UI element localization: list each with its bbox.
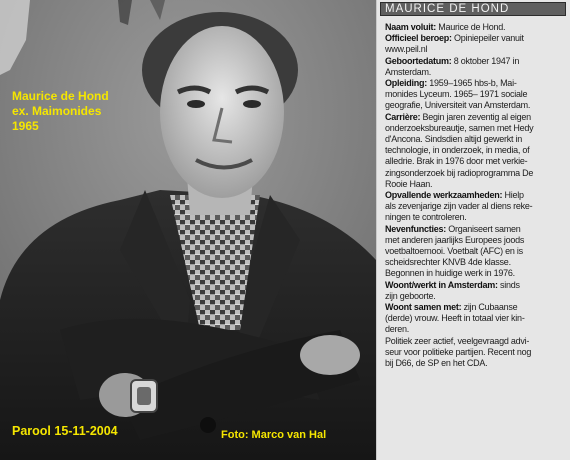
field-text: 1959–1965 hbs-b, Mai- bbox=[427, 78, 517, 89]
field-text: d'Ancona. Sindsdien altijd gewerkt in bbox=[385, 134, 523, 145]
field-text: geografie, Universiteit van Amsterdam. bbox=[385, 100, 531, 111]
article-line bbox=[385, 201, 568, 212]
newspaper-source: Parool 15-11-2004 bbox=[12, 424, 118, 438]
article-line bbox=[385, 358, 568, 369]
field-label: Woont/werkt in Amsterdam: bbox=[385, 279, 498, 290]
field-text: Amsterdam. bbox=[385, 66, 432, 77]
article-line bbox=[385, 100, 568, 111]
field-text: Maurice de Hond. bbox=[436, 22, 506, 32]
article-line bbox=[385, 268, 568, 279]
field-text: alledrie. Brak in 1976 door met verkie- bbox=[385, 156, 528, 167]
field-label: Naam voluit: bbox=[385, 22, 437, 32]
article-line bbox=[385, 168, 568, 179]
article-line bbox=[385, 112, 568, 123]
field-text: als zevenjarige zijn vader al diens reke- bbox=[385, 201, 533, 212]
field-text: Begonnen in huidige werk in 1976. bbox=[385, 268, 515, 279]
article-line bbox=[385, 56, 568, 67]
field-text: voetbaltoernooi. Voetbalt (AFC) en is bbox=[385, 246, 523, 257]
article-line bbox=[385, 44, 568, 55]
article-line bbox=[385, 302, 568, 313]
article-body bbox=[385, 22, 568, 369]
field-label: Nevenfuncties: bbox=[385, 223, 447, 234]
article-line bbox=[385, 324, 568, 335]
profile-article bbox=[376, 0, 570, 460]
caption-line: ex. Maimonides bbox=[12, 104, 102, 118]
field-text: ningen te controleren. bbox=[385, 212, 467, 223]
field-label: Geboortedatum: bbox=[385, 55, 452, 66]
article-line bbox=[385, 212, 568, 223]
field-text: zijn geboorte. bbox=[385, 290, 436, 301]
article-line bbox=[385, 156, 568, 167]
field-label: Carrière: bbox=[385, 111, 421, 122]
field-text: Opiniepeiler vanuit bbox=[451, 33, 524, 44]
article-line bbox=[385, 22, 568, 33]
field-text: Organiseert samen bbox=[446, 223, 521, 234]
field-text: deren. bbox=[385, 324, 410, 335]
field-text: (derde) vrouw. Heeft in totaal vier kin- bbox=[385, 313, 525, 324]
article-line bbox=[385, 235, 568, 246]
article-line bbox=[385, 145, 568, 156]
field-text: Begin jaren zeventig al eigen bbox=[420, 111, 531, 122]
field-text: scheidsrechter KNVB 4de klasse. bbox=[385, 257, 511, 268]
article-line bbox=[385, 291, 568, 302]
field-text: monides Lyceum. 1965– 1971 sociale bbox=[385, 89, 528, 100]
article-line bbox=[385, 224, 568, 235]
field-text: Hielp bbox=[502, 190, 524, 201]
article-line bbox=[385, 313, 568, 324]
field-text: zingsonderzoek bij radioprogramma De bbox=[385, 167, 534, 178]
field-text: onderzoeksbureautje, samen met Hedy bbox=[385, 122, 534, 133]
field-text: bij D66, de SP en het CDA. bbox=[385, 358, 488, 369]
article-line bbox=[385, 179, 568, 190]
field-text: seur voor politieke partijen. Recent nog bbox=[385, 346, 532, 357]
caption-line: 1965 bbox=[12, 119, 39, 133]
article-line bbox=[385, 123, 568, 134]
article-line bbox=[385, 89, 568, 100]
field-text: zijn Cubaanse bbox=[461, 302, 518, 313]
article-header: MAURICE DE HOND bbox=[380, 2, 566, 16]
field-text: Politiek zeer actief, veelgevraagd advi- bbox=[385, 335, 530, 346]
article-line bbox=[385, 67, 568, 78]
field-label: Opvallende werkzaamheden: bbox=[385, 190, 503, 201]
article-line bbox=[385, 134, 568, 145]
field-label: Woont samen met: bbox=[385, 302, 462, 313]
article-line bbox=[385, 336, 568, 347]
article-line bbox=[385, 78, 568, 89]
field-label: Officieel beroep: bbox=[385, 33, 452, 44]
field-text: 8 oktober 1947 in bbox=[451, 55, 520, 66]
photo-credit: Foto: Marco van Hal bbox=[221, 429, 327, 441]
caption-line: Maurice de Hond bbox=[12, 89, 109, 103]
article-line bbox=[385, 33, 568, 44]
field-text: met anderen jaarlijks Europees joods bbox=[385, 234, 525, 245]
field-text: technologie, in onderzoek, in media, of bbox=[385, 145, 530, 156]
photo-caption bbox=[12, 89, 109, 134]
article-line bbox=[385, 347, 568, 358]
article-line bbox=[385, 246, 568, 257]
article-line bbox=[385, 190, 568, 201]
field-label: Opleiding: bbox=[385, 78, 427, 89]
article-line bbox=[385, 280, 568, 291]
field-text: www.peil.nl bbox=[385, 44, 428, 55]
field-text: sinds bbox=[497, 279, 520, 290]
field-text: Rooie Haan. bbox=[385, 178, 433, 189]
article-line bbox=[385, 257, 568, 268]
